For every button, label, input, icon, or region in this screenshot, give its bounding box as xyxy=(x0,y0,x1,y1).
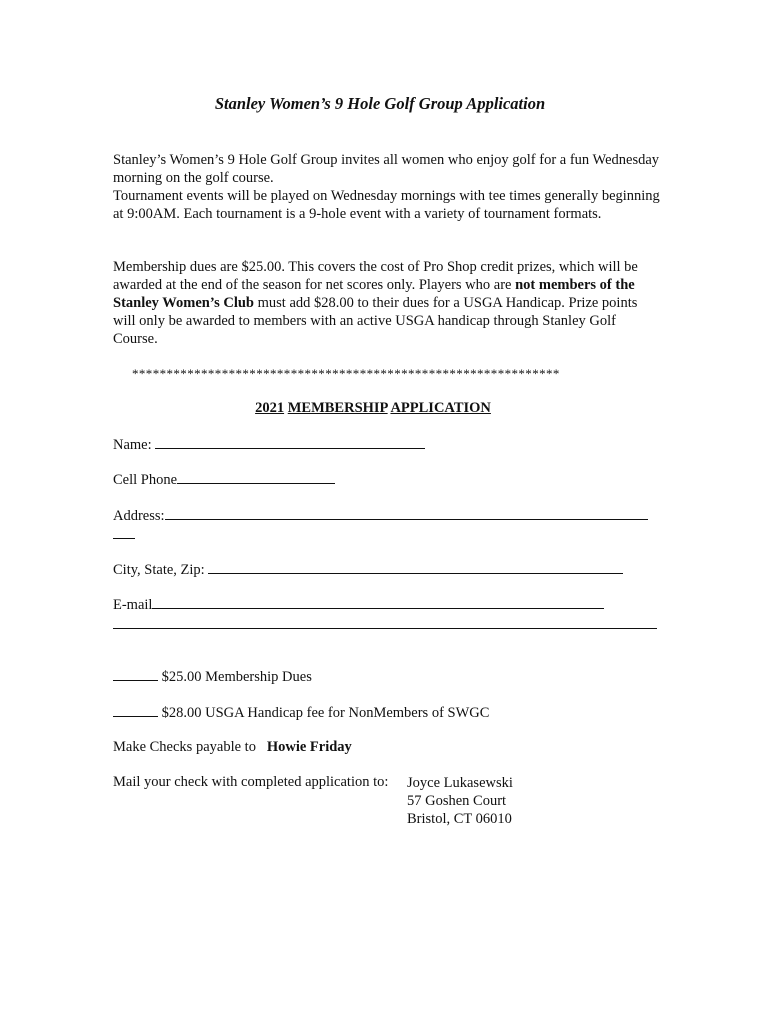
intro-line-1: Stanley’s Women’s 9 Hole Golf Group invites all women who enjoy golf for a fun Wednesday morning on the golf course. xyxy=(113,152,660,186)
name-field[interactable] xyxy=(155,436,425,449)
dues-bold-text: not members of the Stanley Women’s Club xyxy=(113,277,635,311)
city-state-zip-field[interactable] xyxy=(208,561,623,574)
email-field[interactable] xyxy=(152,596,604,609)
mail-city: Bristol, CT 06010 xyxy=(407,811,512,827)
handicap-fee-option xyxy=(113,704,489,722)
mail-street: 57 Goshen Court xyxy=(407,793,507,809)
name-label: Name: xyxy=(113,437,156,453)
payee-name: Howie Friday xyxy=(266,739,352,755)
email-row xyxy=(113,596,604,614)
intro-line-2: Tournament events will be played on Wednesday mornings with tee times generally beginning at 9:00AM. Each tournament is a 9-hole event with a variety of tournament formats. xyxy=(113,188,660,222)
page-title: Stanley Women’s 9 Hole Golf Group Application xyxy=(214,94,546,113)
address-row-continued xyxy=(113,526,135,544)
address-row xyxy=(113,507,648,525)
dues-text-2: must add $28.00 to their dues for a USGA Handicap. Prize points will only be awarded to members with an active USGA handicap through Stanley Golf Course. xyxy=(113,295,638,347)
mailing-address xyxy=(407,774,513,828)
mail-label: Mail your check with completed application to: xyxy=(113,774,389,790)
payment-label: Make Checks payable to xyxy=(113,739,267,755)
dues-text-1: Membership dues are $25.00. This covers the cost of Pro Shop credit prizes, which will be awarded at the end of the season for net scores only. Players who are xyxy=(113,259,638,293)
payment-row xyxy=(113,739,352,756)
dues-paragraph xyxy=(113,258,661,348)
heading-year: 2021 xyxy=(255,400,285,416)
address-field[interactable] xyxy=(165,507,648,520)
membership-dues-label: $25.00 Membership Dues xyxy=(158,669,312,685)
handicap-fee-label: $28.00 USGA Handicap fee for NonMembers of SWGC xyxy=(158,705,490,721)
email-label: E-mail xyxy=(113,597,153,613)
membership-dues-check-blank[interactable] xyxy=(113,668,158,681)
name-row xyxy=(113,436,425,454)
address-field-continued[interactable] xyxy=(113,526,135,539)
mail-recipient: Joyce Lukasewski xyxy=(407,775,513,791)
address-label: Address: xyxy=(113,508,165,524)
heading-application: APPLICATION xyxy=(390,400,491,416)
heading-membership: MEMBERSHIP xyxy=(287,400,388,416)
separator: ************************************************************** xyxy=(132,366,560,381)
cell-phone-row xyxy=(113,471,335,489)
city-state-zip-label: City, State, Zip: xyxy=(113,562,209,578)
mail-label-row xyxy=(113,774,388,791)
cell-phone-label: Cell Phone xyxy=(113,472,178,488)
city-state-zip-row xyxy=(113,561,623,579)
intro-paragraph xyxy=(113,151,661,223)
application-heading xyxy=(0,400,746,417)
membership-dues-option xyxy=(113,668,312,686)
cell-phone-field[interactable] xyxy=(177,471,335,484)
email-field-continued[interactable] xyxy=(113,616,657,629)
handicap-fee-check-blank[interactable] xyxy=(113,704,158,717)
email-row-continued xyxy=(113,616,657,634)
